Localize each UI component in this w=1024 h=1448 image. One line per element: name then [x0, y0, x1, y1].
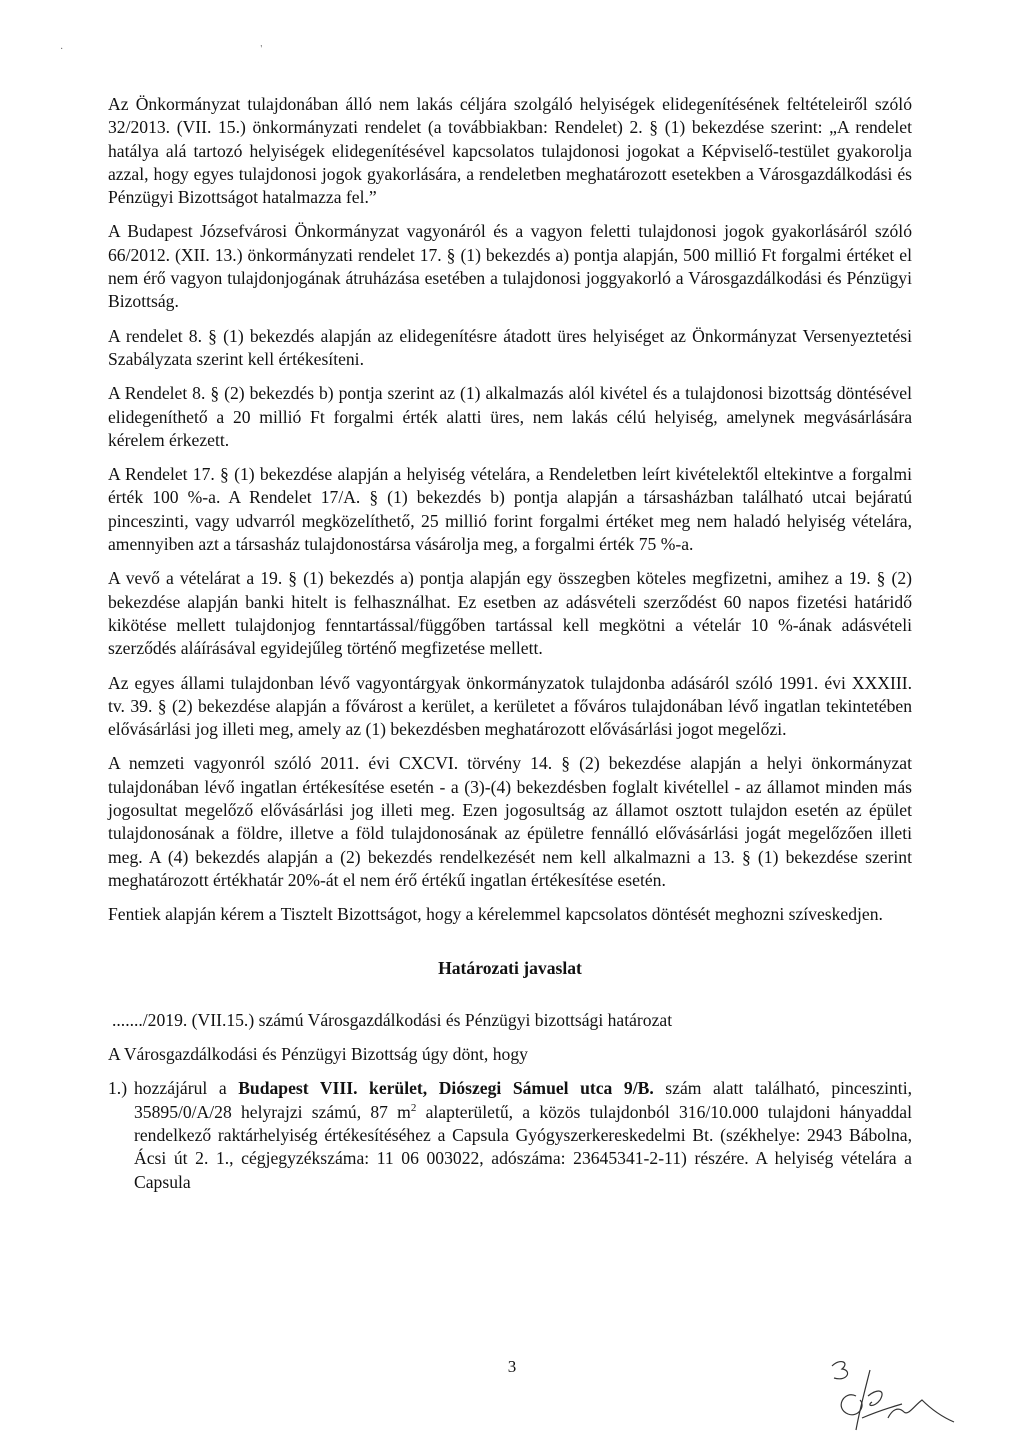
section-heading: Határozati javaslat [438, 957, 582, 978]
paragraph-elovasarlasi-jog-fovaros: Az egyes állami tulajdonban lévő vagyontárgyak önkormányzatok tulajdonba adásáról szóló 1991. évi XXXIII. tv. 39. § (2) bekezdése alapján a fővárost a kerület, a kerületet a főváros tulajdonában lévő ingatlan tekintetében elővásárlási jog illeti meg, amely az (1) bekezdésben meghatározott elővásárlási jogot megelőzi. [108, 672, 912, 740]
paragraph-kerelem: Fentiek alapján kérem a Tisztelt Bizottságot, hogy a kérelemmel kapcsolatos döntését meghozni szíveskedjen. [108, 904, 883, 925]
item-text-middle: szám alatt található, pinceszinti, 35895/0/A/28 helyrajzi számú, 87 m [134, 1078, 912, 1122]
handwritten-initials-signature [826, 1356, 966, 1438]
paragraph-elovasarlasi-jog-allam: A nemzeti vagyonról szóló 2011. évi CXCVI. törvény 14. § (2) bekezdése alapján a helyi önkormányzat tulajdonában lévő ingatlan értékesítése esetén - a (3)-(4) bekezdésben foglalt kivétellel - az államot minden más jogosultat megelőző elővásárlási jog illeti meg. Ezen jogosultság az államot osztott tulajdon esetén az épület tulajdonosának a földre, illetve a föld tulajdonosának az épületre fennálló elővásárlási jogát megelőzően illeti meg. A (4) bekezdés alapján a (2) bekezdés rendelkezését nem kell alkalmazni a 13. § (1) bekezdése szerint meghatározott értékhatár 20%-át el nem érő értékű ingatlan értékesítése esetén. [108, 753, 912, 890]
paragraph-kivetel: A Rendelet 8. § (2) bekezdés b) pontja szerint az (1) alkalmazás alól kivétel és a tulajdonosi bizottság döntésével elidegeníthető a 20 millió Ft forgalmi érték alatti üres, nem lakás célú helyiség, amelynek megvásárlására kérelem érkezett. [108, 383, 912, 450]
scan-specks: · ' [60, 44, 289, 55]
item-text [134, 1077, 912, 1193]
decision-item-1 [108, 1077, 912, 1193]
item-number: 1.) [108, 1078, 128, 1099]
resolution-number: ......./2019. (VII.15.) számú Városgazdálkodási és Pénzügyi bizottsági határozat [112, 1009, 673, 1030]
area-unit-superscript: 2 [410, 1101, 417, 1114]
item-text-end: alapterületű, a közös tulajdonból 316/10.000 tulajdoni hányaddal rendelkező raktárhelyiség értékesítéséhez a Capsula Gyógyszerkereskedelmi Bt. (székhelye: 2943 Bábolna, Ácsi út 2. 1., cégjegyzékszáma: 11 06 003022, adószáma: 23645341-2-11) részére. A helyiség vételára a Capsula [134, 1101, 912, 1192]
property-address: Budapest VIII. kerület, Diószegi Sámuel utca 9/B. [238, 1078, 654, 1099]
paragraph-versenyeztetes: A rendelet 8. § (1) bekezdés alapján az elidegenítésre átadott üres helyiséget az Önkormányzat Versenyeztetési Szabályzata szerint kell értékesíteni. [108, 325, 912, 369]
paragraph-vetelar: A Rendelet 17. § (1) bekezdése alapján a helyiség vételára, a Rendeletben leírt kivételektől eltekintve a forgalmi érték 100 %-a. A Rendelet 17/A. § (1) bekezdés b) pontja alapján a társasházban található utcai bejáratú pinceszinti, vagy udvarról megközelíthető, 25 millió forint forgalmi értéket meg nem haladó helyiség vételára, amennyiben azt a társasház tulajdonostársa vásárolja meg, a forgalmi érték 75 %-a. [108, 464, 912, 555]
document-body [108, 93, 912, 1194]
item-text-start: hozzájárul a [134, 1078, 239, 1099]
decision-intro: A Városgazdálkodási és Pénzügyi Bizottság úgy dönt, hogy [108, 1044, 528, 1065]
paragraph-rendelet-hatalya: Az Önkormányzat tulajdonában álló nem lakás céljára szolgáló helyiségek elidegenítésének feltételeiről szóló 32/2013. (VII. 15.) önkormányzati rendelet (a továbbiakban: Rendelet) 2. § (1) bekezdése szerint: „A rendelet hatálya alá tartozó helyiségek elidegenítésével kapcsolatos tulajdonosi jogokat a Képviselő-testület gyakorolja azzal, hogy egyes tulajdonosi jogok gyakorlására, a rendeletben meghatározott esetekben a Városgazdálkodási és Pénzügyi Bizottságot hatalmazza fel.” [108, 94, 912, 208]
page-number: 3 [507, 1357, 517, 1376]
paragraph-vagyonrendelet: A Budapest Józsefvárosi Önkormányzat vagyonáról és a vagyon feletti tulajdonosi jogok gyakorlásáról szóló 66/2012. (XII. 13.) önkormányzati rendelet 17. § (1) bekezdés a) pontja alapján, 500 millió Ft forgalmi értéket el nem érő vagyon tulajdonjogának átruházása esetében a tulajdonosi joggyakorló a Városgazdálkodási és Pénzügyi Bizottság. [108, 221, 912, 312]
paragraph-fizetes: A vevő a vételárat a 19. § (1) bekezdés a) pontja alapján egy összegben köteles megfizetni, amihez a 19. § (2) bekezdése alapján banki hitelt is felhasználhat. Ez esetben az adásvételi szerződést 60 napos fizetési határidő kikötése mellett tulajdonjog fenntartással/függőben tartással kell megkötni a vételár 10 %-ának adásvételi szerződés aláírásával egyidejűleg történő megfizetése mellett. [108, 568, 912, 659]
